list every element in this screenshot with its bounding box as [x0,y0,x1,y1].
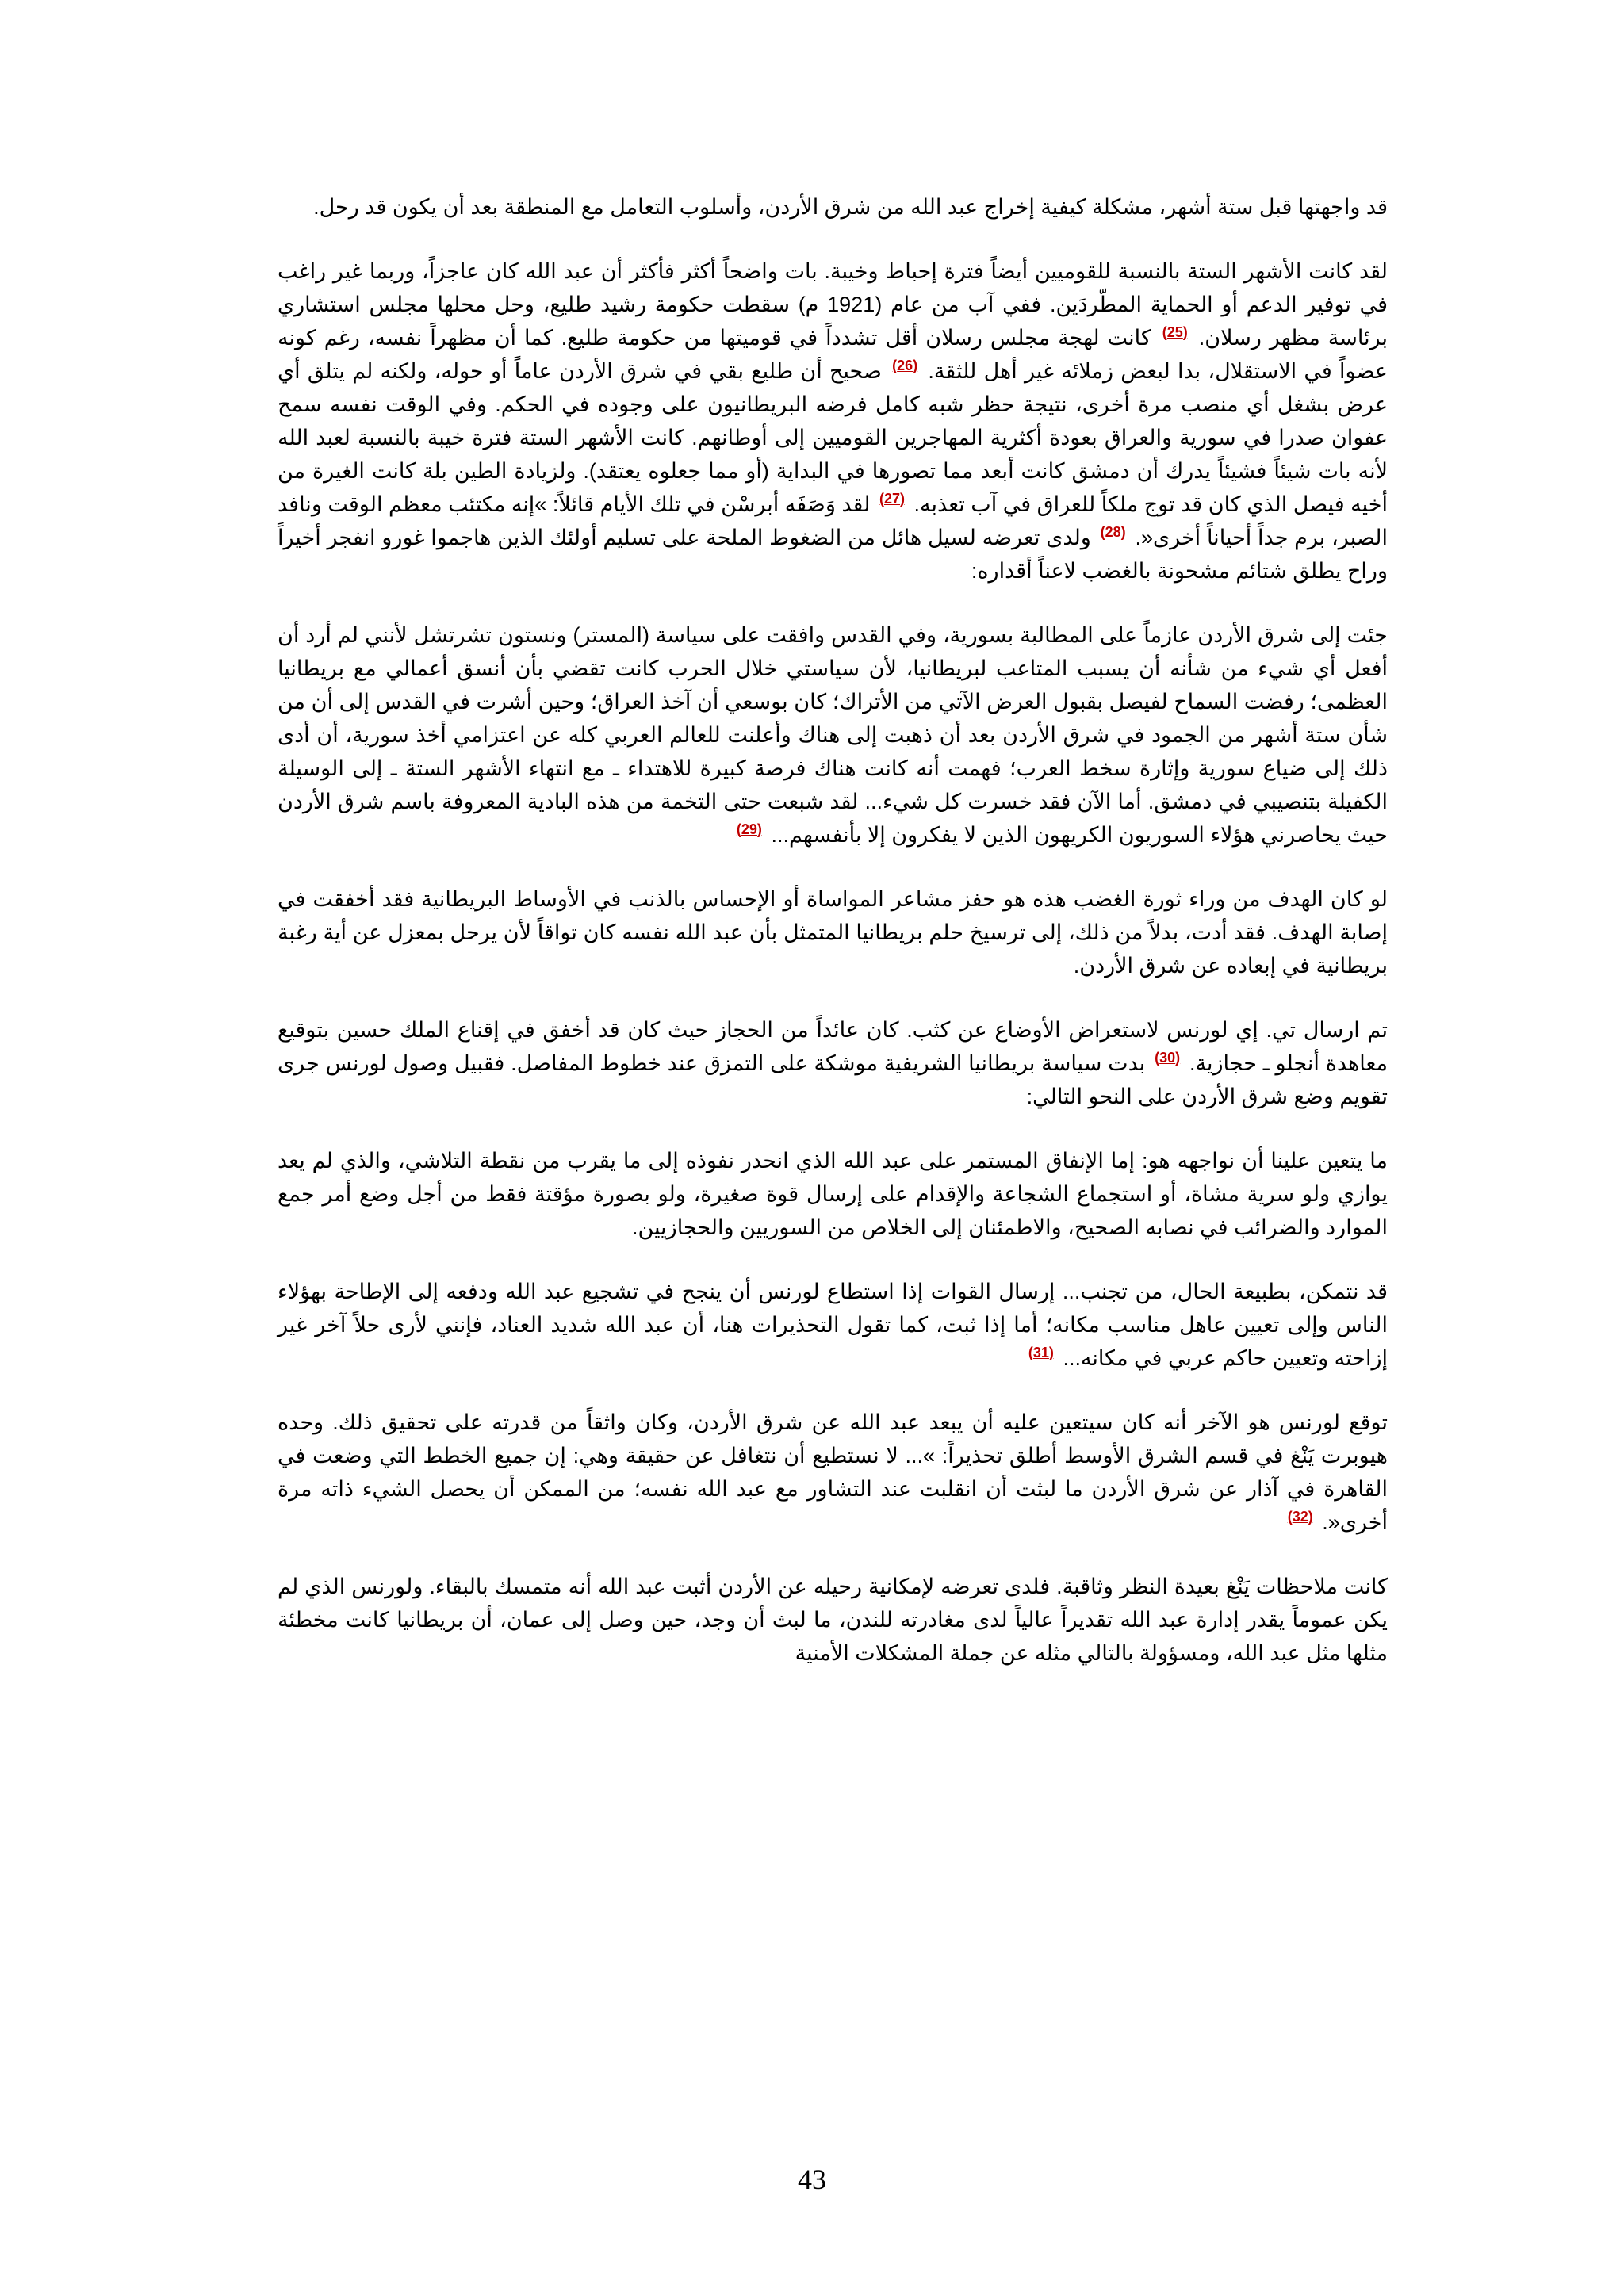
paragraph-text: لقد وَصَفَه أبرسْن في تلك الأيام قائلاً: »إنه مكتئب معظم الوقت ونافد الصبر، برم جداً أحياناً أخرى«. [278,492,1388,549]
footnote-link-27[interactable]: (27) [879,491,906,507]
footnote-link-26[interactable]: (26) [892,358,918,373]
paragraph-2 [278,254,1388,587]
paragraph-text: لقد كانت الأشهر الستة بالنسبة للقوميين أيضاً فترة إحباط وخيبة. بات واضحاً أكثر فأكثر أن عبد الله كان عاجزاً، وربما غير راغب في توفير الدعم أو الحماية المطّردَين. ففي آب من عام (1921 م) سقطت حكومة رشيد طليع، وحل محلها مجلس استشاري برئاسة مظهر رسلان. [278,259,1388,350]
paragraph-text: كانت لهجة مجلس رسلان أقل تشدداً في قوميتها من حكومة طليع. كما أن مظهراً نفسه، رغم كونه عضواً في الاستقلال، بدا لبعض زملائه غير أهل للثقة. [278,326,1388,383]
paragraph-text: جئت إلى شرق الأردن عازماً على المطالبة بسورية، وفي القدس وافقت على سياسة (المستر) ونستون تشرتشل لأنني لم أرد أن أفعل أي شيء من شأنه أن يسبب المتاعب لبريطانيا، لأن سياستي خلال الحرب كانت تقضي بأن أنسق أعمالي مع بريطانيا العظمى؛ رفضت السماح لفيصل بقبول العرض الآتي من الأتراك؛ كان بوسعي أن آخذ العراق؛ وحين أشرت في القدس إلى أن من شأن ستة أشهر من الجمود في شرق الأردن بعد أن ذهبت إلى هناك وأعلنت للعالم العربي كله عن اعتزامي أخذ سورية، أن أدى ذلك إلى ضياع سورية وإثارة سخط العرب؛ فهمت أنه كانت هناك فرصة كبيرة للاهتداء ـ مع انتهاء الأشهر الستة ـ إلى الوسيلة الكفيلة بتنصيبي في دمشق. أما الآن فقد خسرت كل شيء... لقد شبعت حتى التخمة من هذه البادية المعروفة باسم شرق الأردن حيث يحاصرني هؤلاء السوريون الكريهون الذين لا يفكرون إلا بأنفسهم... [278,623,1388,847]
paragraph-5 [278,1013,1388,1113]
paragraph-8 [278,1406,1388,1539]
page-number: 43 [798,2164,826,2195]
paragraph-1 [278,190,1388,224]
paragraph-text: توقع لورنس هو الآخر أنه كان سيتعين عليه أن يبعد عبد الله عن شرق الأردن، وكان واثقاً من قدرته على تحقيق ذلك. وحده هيوبرت يَنْغ في قسم الشرق الأوسط أطلق تحذيراً: »... لا نستطيع أن نتغافل عن حقيقة وهي: إن جميع الخطط التي وضعت في القاهرة في آذار عن شرق الأردن ما لبثت أن انقلبت عند التشاور مع عبد الله نفسه؛ من الممكن أن يحصل الشيء ذاته مرة أخرى«. [278,1410,1388,1534]
paragraph-text: قد نتمكن، بطبيعة الحال، من تجنب... إرسال القوات إذا استطاع لورنس أن ينجح في تشجيع عبد الله ودفعه إلى الإطاحة بهؤلاء الناس وإلى تعيين عاهل مناسب مكانه؛ أما إذا ثبت، كما تقول التحذيرات هنا، أن عبد الله شديد العناد، فإنني لأرى حلاً آخر غير إزاحته وتعيين حاكم عربي في مكانه... [278,1280,1388,1370]
quote-paragraph-3 [278,1275,1388,1375]
paragraph-text: بدت سياسة بريطانيا الشريفية موشكة على التمزق عند خطوط المفاصل. فقبيل وصول لورنس جرى تقويم وضع شرق الأردن على النحو التالي: [278,1051,1388,1108]
paragraph-9 [278,1570,1388,1670]
paragraph-text: لو كان الهدف من وراء ثورة الغضب هذه هو حفز مشاعر المواساة أو الإحساس بالذنب في الأوساط البريطانية فقد أخفقت في إصابة الهدف. فقد أدت، بدلاً من ذلك، إلى ترسيخ حلم بريطانيا المتمثل بأن عبد الله نفسه كان تواقاً لأن يرحل بمعزل عن أية رغبة بريطانية في إبعاده عن شرق الأردن. [278,887,1388,978]
paragraph-text: كانت ملاحظات يَنْغ بعيدة النظر وثاقبة. فلدى تعرضه لإمكانية رحيله عن الأردن أثبت عبد الله أنه متمسك بالبقاء. ولورنس الذي لم يكن عموماً يقدر إدارة عبد الله تقديراً عالياً لدى مغادرته للندن، ما لبث أن وجد، حين وصل إلى عمان، أن بريطانيا كانت مخطئة مثلها مثل عبد الله، ومسؤولة بالتالي مثله عن جملة المشكلات الأمنية [278,1575,1388,1665]
paragraph-text: ولدى تعرضه لسيل هائل من الضغوط الملحة على تسليم أولئك الذين هاجموا غورو انفجر أخيراً وراح يطلق شتائم مشحونة بالغضب لاعناً أقداره: [278,526,1388,583]
quote-paragraph-1 [278,618,1388,851]
page-body [278,190,1388,1701]
footnote-link-25[interactable]: (25) [1162,324,1188,340]
paragraph-text: قد واجهتها قبل ستة أشهر، مشكلة كيفية إخراج عبد الله من شرق الأردن، وأسلوب التعامل مع المنطقة بعد أن يكون قد رحل. [313,195,1388,219]
footnote-link-29[interactable]: (29) [736,821,762,837]
paragraph-text: صحيح أن طليع بقي في شرق الأردن عاماً أو حوله، ولكنه لم يتلق أي عرض بشغل أي منصب مرة أخرى، نتيجة حظر شبه كامل فرضه البريطانيون على وجوده في الحكم. وفي الوقت نفسه سمح عفوان صدرا في سورية والعراق بعودة أكثرية المهاجرين القوميين إلى أوطانهم. كانت الأشهر الستة فترة خيبة بالنسبة لعبد الله لأنه بات شيئاً فشيئاً يدرك أن دمشق كانت أبعد مما تصورها في البداية (أو مما جعلوه يعتقد). ولزيادة الطين بلة كانت الغيرة من أخيه فيصل الذي كان قد توج ملكاً للعراق في آب تعذبه. [278,359,1388,516]
footnote-link-31[interactable]: (31) [1028,1345,1054,1360]
footnote-link-28[interactable]: (28) [1100,524,1126,540]
paragraph-text: ما يتعين علينا أن نواجهه هو: إما الإنفاق المستمر على عبد الله الذي انحدر نفوذه إلى ما يقرب من نقطة التلاشي، والذي لم يعد يوازي ولو سرية مشاة، أو استجماع الشجاعة والإقدام على إرسال قوة صغيرة، ولو بصورة مؤقتة فقط من أجل وضع أمر جمع الموارد والضرائب في نصابه الصحيح، والاطمئنان إلى الخلاص من السوريين والحجازيين. [278,1149,1388,1239]
quote-paragraph-2 [278,1144,1388,1244]
paragraph-4 [278,882,1388,982]
footnote-link-30[interactable]: (30) [1155,1050,1181,1066]
paragraph-text: تم ارسال تي. إي لورنس لاستعراض الأوضاع عن كثب. كان عائداً من الحجاز حيث كان قد أخفق في إقناع الملك حسين بتوقيع معاهدة أنجلو ـ حجازية. [278,1018,1388,1075]
footnote-link-32[interactable]: (32) [1287,1509,1313,1525]
